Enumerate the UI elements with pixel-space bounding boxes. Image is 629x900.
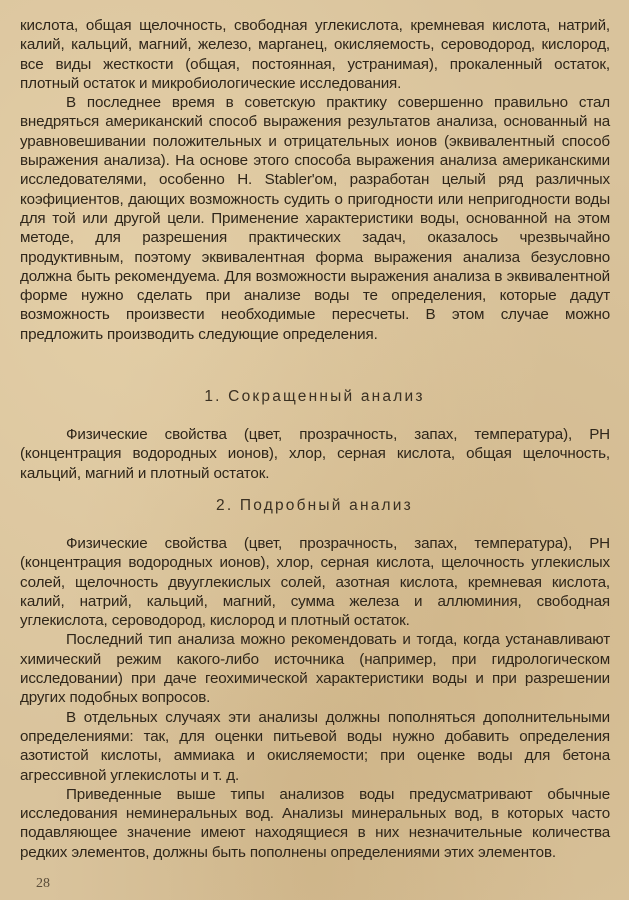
page-number: 28 (36, 876, 50, 891)
top-text-block (20, 16, 610, 344)
section-2-block (20, 534, 610, 862)
additional-paragraph: В отдельных случаях эти анализы должны пополняться дополнительными определениями: так, для оценки питьевой воды нужно добавить определения азотистой кислоты, аммиака и окисляемости; при оценке воды для бетона агрессивной углекислоты и т. д. (20, 708, 610, 784)
section-1-heading: 1. Сокращенный анализ (204, 388, 425, 405)
intro-paragraph: кислота, общая щелочность, свободная углекислота, кремневая кислота, натрий, калий, кальций, магний, железо, марганец, окисляемость, сероводород, кислород, все виды жесткости (общая, постоянная, устранимая), прокаленный остаток, плотный остаток и микробиологические исследования. (20, 17, 610, 92)
last-type-paragraph: Последний тип анализа можно рекомендовать и тогда, когда устанавливают химический режим какого-либо источника (например, при гидрологическом исследовании) при даче геохимической характеристики воды и при разрешении других подобных вопросов. (20, 631, 610, 707)
mineral-waters-paragraph: Приведенные выше типы анализов воды предусматривают обычные исследования неминеральных вод. Анализы минеральных вод, в которых часто подавляющее значение имеют находящиеся в них незначительные количества редких элементов, должны быть пополнены определениями этих элементов. (20, 785, 610, 861)
section-2-heading: 2. Подробный анализ (216, 497, 413, 514)
section-2-body: Физические свойства (цвет, прозрачность, запах, температура), РН (концентрация водородных ионов), хлор, серная кислота, щелочность углекислых солей, щелочность двууглекислых солей, азотная кислота, кремневая кислота, калий, натрий, кальций, магний, сумма железа и аллюминия, свободная углекислота, сероводород, кислород и плотный остаток. (20, 535, 610, 630)
section-1-block (20, 425, 610, 483)
american-method-paragraph: В последнее время в советскую практику совершенно правильно стал внедряться американский способ выражения результатов анализа, основанный на уравновешивании положительных и отрицательных ионов (эквивалентный способ выражения анализа). На основе этого способа выражения анализа американскими исследователями, особенно H. Stabler'ом, разработан целый ряд различных коэфициентов, дающих возможность судить о пригодности или непригодности воды для той или другой цели. Применение характеристики воды, основанной на этом методе, для разрешения практических задач, оказалось чрезвычайно продуктивным, поэтому эквивалентная форма выражения анализа безусловно должна быть рекомендуема. Для возможности выражения анализа в эквивалентной форме нужно сделать при анализе воды те определения, которые дадут возможность произвести необходимые пересчеты. В этом случае можно предложить производить следующие определения. (20, 94, 610, 343)
section-1-body: Физические свойства (цвет, прозрачность, запах, температура), РН (концентрация водородных ионов), хлор, серная кислота, общая щелочность, кальций, магний и плотный остаток. (20, 426, 610, 482)
